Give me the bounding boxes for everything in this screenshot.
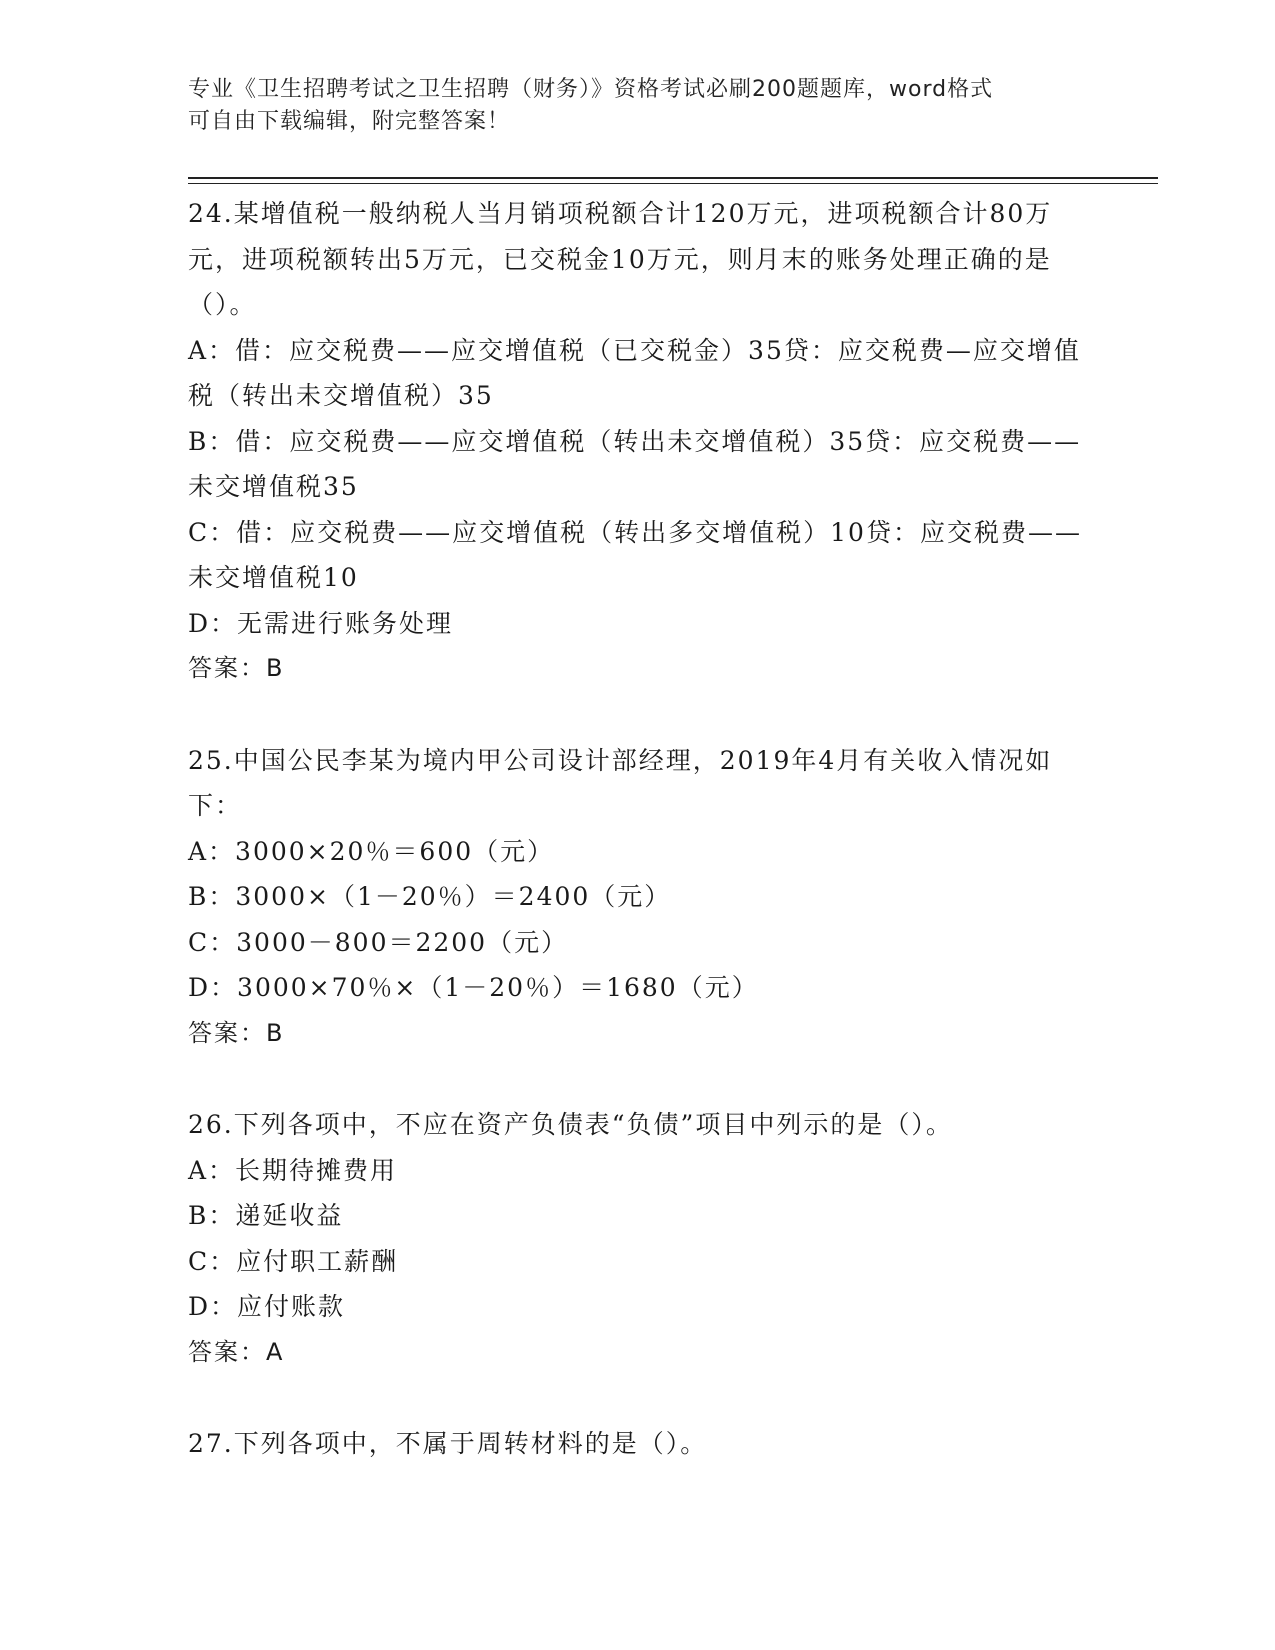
question-stem: 25.中国公民李某为境内甲公司设计部经理，2019年4月有关收入情况如下： [188, 745, 1053, 820]
option-d: D：应付账款 [188, 1292, 346, 1321]
question-stem: 26.下列各项中，不应在资产负债表“负债”项目中列示的是（）。 [188, 1110, 953, 1139]
header-line-1: 专业《卫生招聘考试之卫生招聘（财务）》资格考试必刷200题题库，word格式 [188, 77, 994, 102]
option-a: A：3000×20％＝600（元） [188, 836, 555, 866]
question-27 [188, 1421, 1088, 1467]
question-26 [188, 1102, 1088, 1375]
header-line-2: 可自由下载编辑，附完整答案！ [188, 109, 511, 134]
option-b: B：递延收益 [188, 1201, 344, 1230]
question-24 [188, 191, 1088, 692]
option-a: A：长期待摊费用 [188, 1155, 398, 1185]
option-d: D：无需进行账务处理 [188, 608, 454, 638]
document-header [188, 74, 1088, 138]
option-c: C：借：应交税费——应交增值税（转出多交增值税）10贷：应交税费——未交增值税10 [188, 517, 1082, 592]
header-divider-thick [188, 177, 1158, 179]
option-c: C：应付职工薪酬 [188, 1246, 399, 1276]
option-a: A：借：应交税费——应交增值税（已交税金）35贷：应交税费—应交增值税（转出未交增值税）35 [188, 335, 1081, 410]
question-25 [188, 738, 1088, 1057]
question-stem: 27.下列各项中，不属于周转材料的是（）。 [188, 1429, 708, 1458]
option-b: B：3000×（1－20％）＝2400（元） [188, 882, 672, 911]
answer-label: 答案：A [188, 1337, 285, 1366]
question-stem: 24.某增值税一般纳税人当月销项税额合计120万元，进项税额合计80万元，进项税额转出5万元，已交税金10万元，则月末的账务处理正确的是（）。 [188, 199, 1053, 319]
answer-label: 答案：B [188, 1018, 285, 1047]
option-d: D：3000×70％×（1－20％）＝1680（元） [188, 973, 759, 1002]
header-divider-thin [188, 183, 1158, 184]
option-c: C：3000－800＝2200（元） [188, 927, 569, 957]
question-list [188, 191, 1088, 1513]
option-b: B：借：应交税费——应交增值税（转出未交增值税）35贷：应交税费——未交增值税35 [188, 426, 1082, 501]
answer-label: 答案：B [188, 654, 285, 682]
